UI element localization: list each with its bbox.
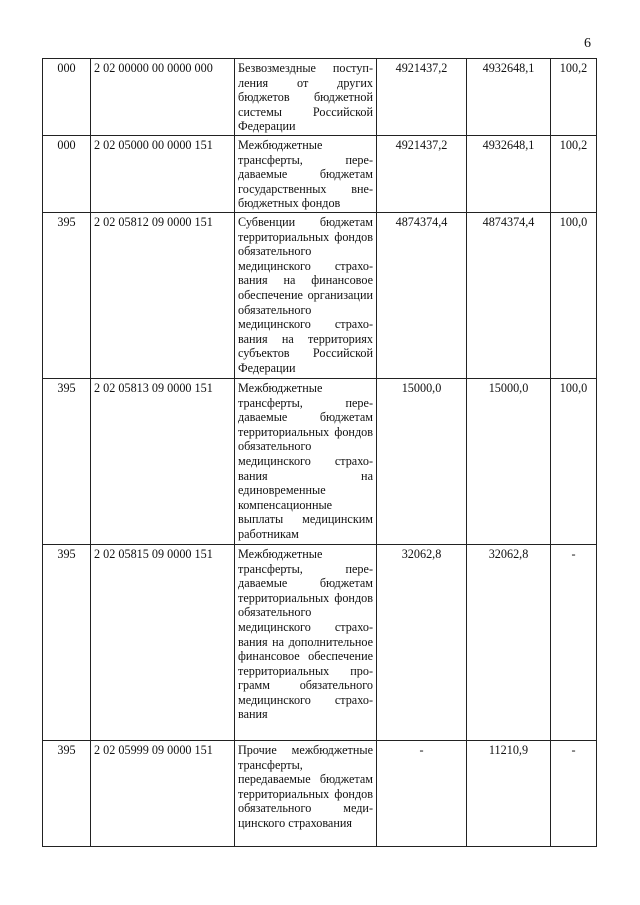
revenue-name-cell: Безвозмездные поступления от других бюджетов бюджетной системы Российской Федерации bbox=[235, 59, 377, 136]
planned-amount-cell: 4874374,4 bbox=[377, 212, 467, 378]
admin-code-cell: 395 bbox=[43, 212, 91, 378]
table-row bbox=[43, 212, 597, 378]
budget-classification-code-cell: 2 02 00000 00 0000 000 bbox=[91, 59, 235, 136]
execution-percent-cell: - bbox=[551, 740, 597, 846]
admin-code-cell: 395 bbox=[43, 544, 91, 740]
execution-percent-cell: 100,2 bbox=[551, 135, 597, 212]
revenue-name-cell: Межбюджетные трансферты, передаваемые бюджетам территориальных фондов обязательного медицинского страхования на дополнительное финансовое обеспечение территориальных программ обязательного медицинского страхования bbox=[235, 544, 377, 740]
planned-amount-cell: 4921437,2 bbox=[377, 135, 467, 212]
table-row bbox=[43, 740, 597, 846]
budget-classification-code-cell: 2 02 05999 09 0000 151 bbox=[91, 740, 235, 846]
table-row bbox=[43, 378, 597, 544]
revenue-name-cell: Межбюджетные трансферты, передаваемые бюджетам государственных внебюджетных фондов bbox=[235, 135, 377, 212]
actual-amount-cell: 4932648,1 bbox=[467, 135, 551, 212]
revenue-name-cell: Межбюджетные трансферты, передаваемые бюджетам территориальных фондов обязательного медицинского страхования на единовременные компенсационные выплаты медицинским работникам bbox=[235, 378, 377, 544]
planned-amount-cell: - bbox=[377, 740, 467, 846]
budget-classification-code-cell: 2 02 05813 09 0000 151 bbox=[91, 378, 235, 544]
budget-revenue-table bbox=[42, 58, 597, 847]
revenue-name-cell: Субвенции бюджетам территориальных фондов обязательного медицинского страхования на финансовое обеспечение организации обязательного медицинского страхования на территориях субъектов Российской Федерации bbox=[235, 212, 377, 378]
actual-amount-cell: 4874374,4 bbox=[467, 212, 551, 378]
execution-percent-cell: - bbox=[551, 544, 597, 740]
admin-code-cell: 395 bbox=[43, 378, 91, 544]
budget-classification-code-cell: 2 02 05815 09 0000 151 bbox=[91, 544, 235, 740]
admin-code-cell: 000 bbox=[43, 135, 91, 212]
admin-code-cell: 000 bbox=[43, 59, 91, 136]
execution-percent-cell: 100,2 bbox=[551, 59, 597, 136]
actual-amount-cell: 4932648,1 bbox=[467, 59, 551, 136]
budget-classification-code-cell: 2 02 05000 00 0000 151 bbox=[91, 135, 235, 212]
execution-percent-cell: 100,0 bbox=[551, 378, 597, 544]
table-row bbox=[43, 135, 597, 212]
actual-amount-cell: 15000,0 bbox=[467, 378, 551, 544]
table-row bbox=[43, 544, 597, 740]
execution-percent-cell: 100,0 bbox=[551, 212, 597, 378]
actual-amount-cell: 32062,8 bbox=[467, 544, 551, 740]
table-row bbox=[43, 59, 597, 136]
budget-classification-code-cell: 2 02 05812 09 0000 151 bbox=[91, 212, 235, 378]
revenue-name-cell: Прочие межбюджетные трансферты, передаваемые бюджетам территориальных фондов обязательного медицинского страхования bbox=[235, 740, 377, 846]
page-number: 6 bbox=[584, 36, 591, 51]
admin-code-cell: 395 bbox=[43, 740, 91, 846]
planned-amount-cell: 32062,8 bbox=[377, 544, 467, 740]
actual-amount-cell: 11210,9 bbox=[467, 740, 551, 846]
planned-amount-cell: 4921437,2 bbox=[377, 59, 467, 136]
planned-amount-cell: 15000,0 bbox=[377, 378, 467, 544]
